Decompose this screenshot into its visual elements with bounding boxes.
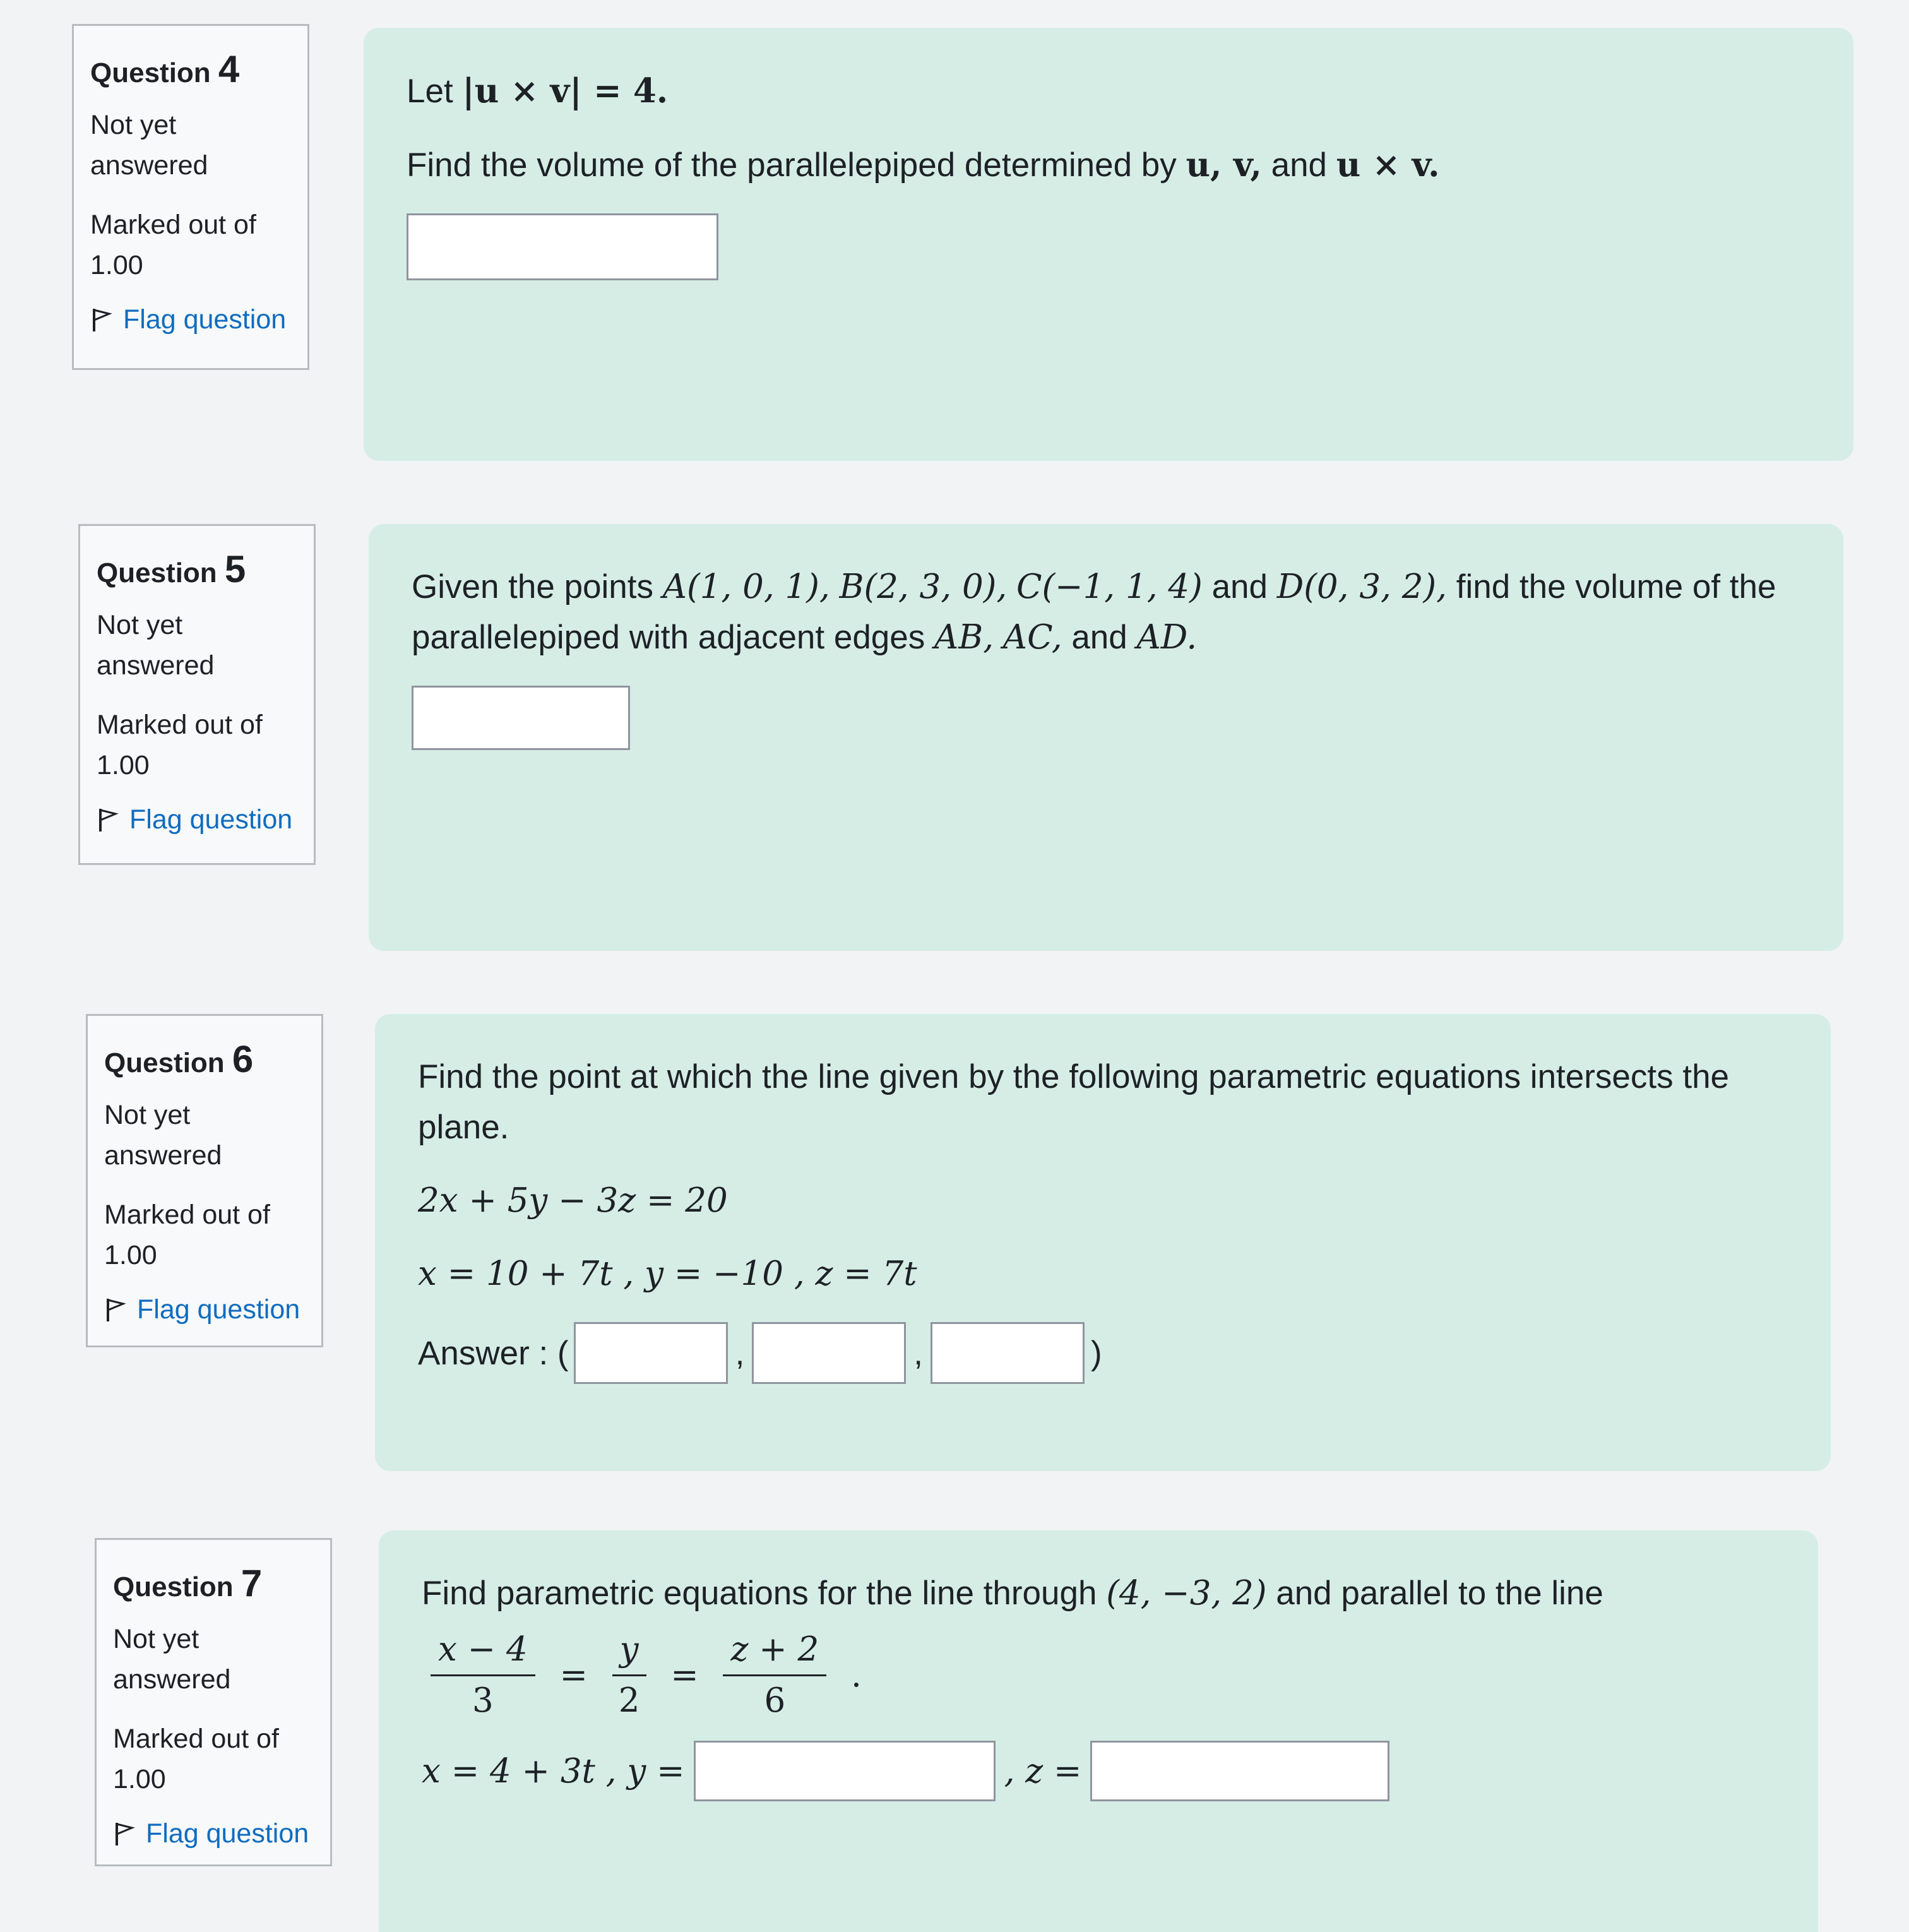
question-content (369, 524, 1843, 951)
plane-equation: 2x + 5y − 3z = 20 (418, 1181, 728, 1220)
flag-question-link[interactable]: Flag question (97, 804, 297, 835)
question-grade: Marked out of 1.00 (104, 1200, 270, 1270)
flag-icon (113, 1822, 136, 1847)
symmetric-equation: $\frac{x - 4}{3}$ = $\frac{y}{2}$ = $\frac{z + 2}{6}$ . (422, 1625, 1775, 1726)
question-state: Not yet answered (97, 610, 215, 681)
question-title: Question 4 (90, 48, 240, 90)
answer-row: Answer : ( , , ) (418, 1322, 1788, 1384)
question-grade: Marked out of 1.00 (90, 210, 256, 280)
flag-icon (90, 307, 113, 333)
question-info (78, 524, 316, 865)
answer-x-input[interactable] (574, 1322, 728, 1384)
answer-label: Answer : ( (418, 1334, 569, 1372)
x-equation: x = 4 + 3t , y = (422, 1751, 685, 1791)
question-state: Not yet answered (90, 110, 208, 181)
fraction-x: $\frac{x - 4}{3}$ (431, 1625, 535, 1726)
question-title: Question 5 (97, 548, 246, 590)
question-prompt: Find parametric equations for the line through (4, −3, 2) and parallel to the line (422, 1574, 1603, 1613)
fraction-y: $\frac{y}{2}$ (612, 1625, 646, 1726)
question-number: 7 (241, 1562, 263, 1604)
question-state: Not yet answered (104, 1100, 222, 1171)
line-equations: x = 10 + 7t , y = −10 , z = 7t (418, 1255, 917, 1293)
question-number: 4 (218, 48, 240, 90)
question-title: Question 7 (113, 1562, 263, 1604)
question-content (379, 1530, 1818, 1932)
given-statement: Let |u × v| = 4. (407, 71, 669, 110)
question-title: Question 6 (104, 1038, 254, 1080)
fraction-z: $\frac{z + 2}{6}$ (723, 1625, 826, 1726)
question-state: Not yet answered (113, 1624, 231, 1695)
answer-row (422, 1741, 1775, 1801)
flag-question-link[interactable]: Flag question (104, 1294, 305, 1325)
question-info (72, 24, 309, 370)
question-prompt: Given the points A(1, 0, 1), B(2, 3, 0), C(−1, 1, 4) and D(0, 3, 2), find the volume of the parallelepiped with adjacent edges AB, AC, and AD. (412, 568, 1776, 657)
flag-icon (104, 1297, 127, 1323)
answer-z-input[interactable] (1090, 1741, 1389, 1801)
question-grade: Marked out of 1.00 (113, 1724, 279, 1794)
question-prompt: Find the volume of the parallelepiped determined by u, v, and u × v. (407, 145, 1440, 184)
flag-icon (97, 808, 119, 833)
question-prompt: Find the point at which the line given by the following parametric equations intersects the plane. (418, 1058, 1730, 1146)
question-number: 6 (232, 1038, 254, 1080)
question-number: 5 (224, 548, 246, 590)
answer-y-input[interactable] (752, 1322, 906, 1384)
question-content (375, 1014, 1831, 1471)
question-content (364, 28, 1853, 461)
flag-question-link[interactable]: Flag question (113, 1818, 314, 1849)
answer-z-input[interactable] (931, 1322, 1085, 1384)
question-info (95, 1538, 332, 1866)
z-label: , z = (1004, 1751, 1082, 1791)
question-grade: Marked out of 1.00 (97, 710, 263, 780)
answer-input[interactable] (407, 213, 718, 280)
answer-y-input[interactable] (694, 1741, 996, 1801)
answer-input[interactable] (412, 686, 630, 750)
flag-question-link[interactable]: Flag question (90, 304, 291, 335)
question-info (86, 1014, 323, 1347)
